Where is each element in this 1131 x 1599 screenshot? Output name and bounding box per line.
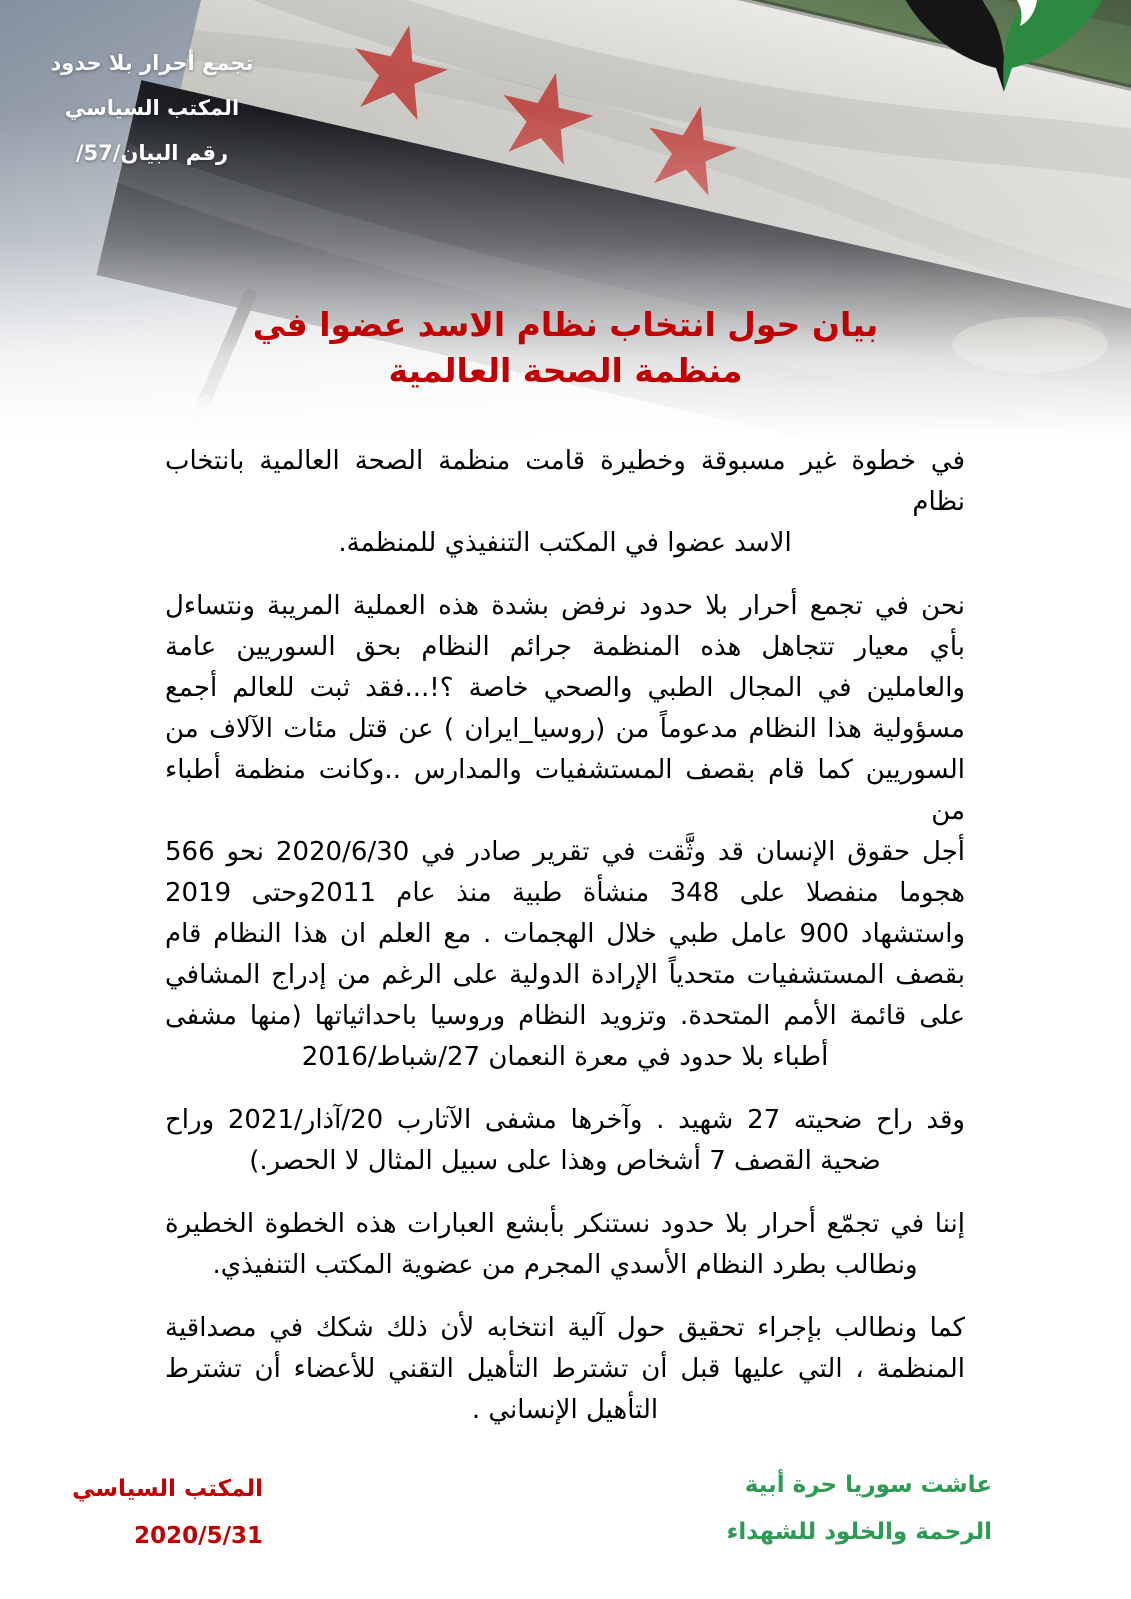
text-line: ضحية القصف 7 أشخاص وهذا على سبيل المثال لا الحصر.) [249, 1146, 881, 1176]
text-line: السوريين كما قام بقصف المستشفيات والمدارس ..وكانت منظمة أطباء من [165, 755, 965, 826]
text-line: أجل حقوق الإنسان قد وثَّقت في تقرير صادر في 2020/6/30 نحو 566 [165, 837, 965, 867]
paragraph-3 [165, 1100, 965, 1182]
footer-slogan-2: الرحمة والخلود للشهداء [726, 1519, 992, 1545]
footer-signature-block [0, 1476, 263, 1570]
title-line-1: بيان حول انتخاب نظام الاسد عضوا في [252, 305, 879, 344]
text-line: كما ونطالب بإجراء تحقيق حول آلية انتخابه لأن ذلك شكك في مصداقية [165, 1313, 965, 1343]
text-line: في خطوة غير مسبوقة وخطيرة قامت منظمة الصحة العالمية بانتخاب نظام [165, 446, 965, 517]
statement-title [0, 302, 1131, 394]
text-line: مسؤولية هذا النظام مدعوماً من (روسيا_ايران ) عن قتل مئات الآلاف من [165, 714, 965, 744]
text-line: إننا في تجمّع أحرار بلا حدود نستنكر بأبشع العبارات هذه الخطوة الخطيرة [165, 1209, 965, 1239]
paragraph-1 [165, 441, 965, 564]
text-line: التأهيل الإنساني . [471, 1395, 659, 1425]
org-emblem-logo [880, 0, 1128, 100]
footer-slogan-1: عاشت سوريا حرة أبية [744, 1472, 992, 1498]
footer-office: المكتب السياسي [72, 1476, 263, 1502]
title-line-2: منظمة الصحة العالمية [388, 351, 743, 390]
text-line: بقصف المستشفيات متحدياً الإرادة الدولية على الرغم من إدراج المشافي [165, 960, 965, 990]
org-name: تجمع أحرار بلا حدود [50, 51, 254, 75]
statement-body [165, 441, 965, 1453]
footer-slogan-block [672, 1472, 992, 1566]
footer-date: 2020/5/31 [134, 1523, 263, 1549]
text-line: والعاملين في المجال الطبي والصحي خاصة ؟!...فقد ثبت للعالم أجمع [165, 673, 965, 703]
text-line: الاسد عضوا في المكتب التنفيذي للمنظمة. [338, 528, 792, 558]
org-info-block [46, 50, 258, 185]
text-line: ونطالب بطرد النظام الأسدي المجرم من عضوية المكتب التنفيذي. [212, 1250, 918, 1280]
text-line: نحن في تجمع أحرار بلا حدود نرفض بشدة هذه العملية المريبة ونتساءل [165, 591, 965, 621]
statement-number: رقم البيان/57/ [75, 141, 229, 165]
emblem-left-wing [900, 0, 1005, 92]
paragraph-2 [165, 586, 965, 1078]
paragraph-5 [165, 1308, 965, 1431]
text-line: المنظمة ، التي عليها قبل أن تشترط التأهيل التقني للأعضاء أن تشترط [165, 1354, 965, 1384]
text-line: هجوما منفصلا على 348 منشأة طبية منذ عام 2011وحتى 2019 [165, 878, 965, 908]
text-line: بأي معيار تتجاهل هذه المنظمة جرائم النظام بحق السوريين عامة [165, 632, 965, 662]
text-line: وقد راح ضحيته 27 شهيد . وآخرها مشفى الآتارب 20/آذار/2021 وراح [165, 1105, 965, 1135]
text-line: واستشهاد 900 عامل طبي خلال الهجمات . مع العلم ان هذا النظام قام [165, 919, 966, 949]
org-office: المكتب السياسي [64, 96, 240, 120]
paragraph-4 [165, 1204, 965, 1286]
text-line: على قائمة الأمم المتحدة. وتزويد النظام وروسيا باحداثياتها (منها مشفى [165, 1001, 965, 1031]
text-line: أطباء بلا حدود في معرة النعمان 27/شباط/2016 [301, 1042, 829, 1072]
emblem-right-wing [1003, 0, 1108, 92]
